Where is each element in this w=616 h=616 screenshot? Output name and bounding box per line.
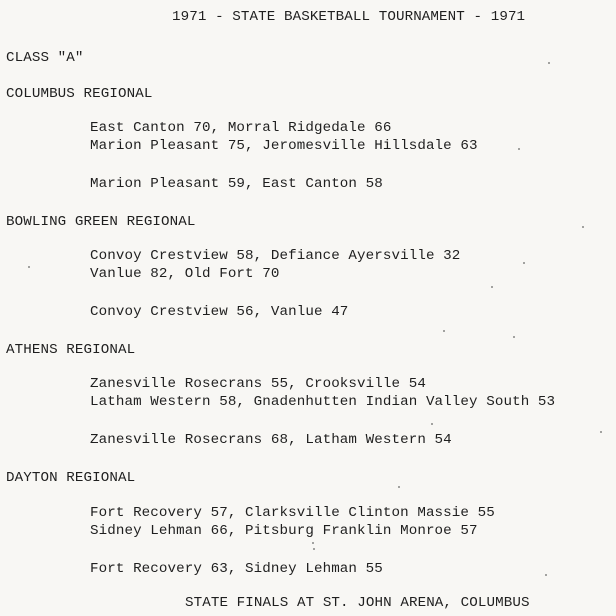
paper-speck bbox=[312, 542, 314, 544]
game-result: Sidney Lehman 66, Pitsburg Franklin Monroe 57 bbox=[90, 523, 478, 539]
game-result: Convoy Crestview 58, Defiance Ayersville 32 bbox=[90, 248, 461, 264]
paper-speck bbox=[545, 574, 547, 576]
regional-heading-dayton: DAYTON REGIONAL bbox=[6, 470, 136, 486]
game-result: Vanlue 82, Old Fort 70 bbox=[90, 266, 280, 282]
document-title: 1971 - STATE BASKETBALL TOURNAMENT - 1971 bbox=[172, 9, 526, 25]
paper-speck bbox=[313, 548, 315, 550]
game-result: Fort Recovery 57, Clarksville Clinton Massie 55 bbox=[90, 505, 495, 521]
paper-speck bbox=[513, 336, 515, 338]
paper-speck bbox=[600, 431, 602, 433]
paper-speck bbox=[523, 262, 525, 264]
game-result: Latham Western 58, Gnadenhutten Indian Valley South 53 bbox=[90, 394, 556, 410]
regional-heading-bowling-green: BOWLING GREEN REGIONAL bbox=[6, 214, 196, 230]
regional-final-result: Zanesville Rosecrans 68, Latham Western 54 bbox=[90, 432, 452, 448]
paper-speck bbox=[548, 62, 550, 64]
state-finals-footer: STATE FINALS AT ST. JOHN ARENA, COLUMBUS bbox=[185, 595, 530, 611]
paper-speck bbox=[28, 266, 30, 268]
paper-speck bbox=[491, 286, 493, 288]
regional-final-result: Fort Recovery 63, Sidney Lehman 55 bbox=[90, 561, 383, 577]
paper-speck bbox=[398, 486, 400, 488]
regional-heading-columbus: COLUMBUS REGIONAL bbox=[6, 86, 153, 102]
regional-final-result: Marion Pleasant 59, East Canton 58 bbox=[90, 176, 383, 192]
paper-speck bbox=[431, 423, 433, 425]
regional-final-result: Convoy Crestview 56, Vanlue 47 bbox=[90, 304, 349, 320]
game-result: Marion Pleasant 75, Jeromesville Hillsdale 63 bbox=[90, 138, 478, 154]
regional-heading-athens: ATHENS REGIONAL bbox=[6, 342, 136, 358]
game-result: Zanesville Rosecrans 55, Crooksville 54 bbox=[90, 376, 426, 392]
paper-speck bbox=[582, 226, 584, 228]
class-label: CLASS "A" bbox=[6, 50, 84, 66]
paper-speck bbox=[443, 330, 445, 332]
paper-speck bbox=[518, 148, 520, 150]
game-result: East Canton 70, Morral Ridgedale 66 bbox=[90, 120, 392, 136]
